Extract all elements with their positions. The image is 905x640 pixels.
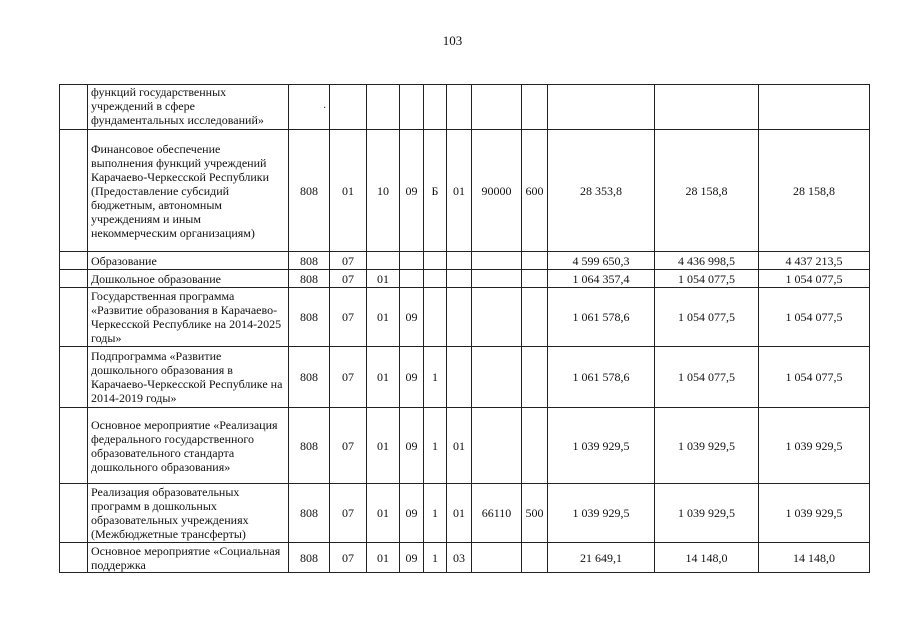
- code-cell: 1: [424, 408, 447, 484]
- table-row: [60, 252, 870, 270]
- amount-cell: 1 039 929,5: [548, 408, 655, 484]
- amount-cell: 1 061 578,6: [548, 288, 655, 347]
- code-cell: 808: [289, 484, 330, 543]
- code-cell: 01: [447, 130, 472, 252]
- empty-margin-cell: [60, 543, 88, 573]
- amount-cell: 1 054 077,5: [759, 288, 870, 347]
- empty-margin-cell: [60, 484, 88, 543]
- code-cell: [367, 252, 400, 270]
- code-cell: [522, 408, 548, 484]
- table-row: [60, 130, 870, 252]
- code-cell: [472, 347, 522, 408]
- code-cell: [472, 288, 522, 347]
- table-row: [60, 347, 870, 408]
- amount-cell: 14 148,0: [759, 543, 870, 573]
- code-cell: 66110: [472, 484, 522, 543]
- table-row: [60, 270, 870, 288]
- amount-cell: 1 039 929,5: [759, 408, 870, 484]
- amount-cell: 1 054 077,5: [759, 347, 870, 408]
- amount-cell: 1 054 077,5: [655, 347, 759, 408]
- code-cell: 1: [424, 347, 447, 408]
- code-cell: [522, 85, 548, 130]
- code-cell: 808: [289, 408, 330, 484]
- empty-margin-cell: [60, 408, 88, 484]
- code-cell: [367, 85, 400, 130]
- code-cell: [522, 270, 548, 288]
- code-cell: [400, 252, 424, 270]
- code-cell: 01: [367, 408, 400, 484]
- code-cell: [400, 85, 424, 130]
- code-cell: [400, 270, 424, 288]
- code-cell: Б: [424, 130, 447, 252]
- budget-table: [59, 84, 870, 573]
- table-row: [60, 543, 870, 573]
- code-cell: 07: [330, 408, 367, 484]
- amount-cell: 28 158,8: [759, 130, 870, 252]
- empty-margin-cell: [60, 288, 88, 347]
- amount-cell: [655, 85, 759, 130]
- code-cell: 808: [289, 347, 330, 408]
- code-cell: 09: [400, 484, 424, 543]
- empty-margin-cell: [60, 130, 88, 252]
- code-cell: [522, 252, 548, 270]
- amount-cell: [759, 85, 870, 130]
- amount-cell: 1 054 077,5: [759, 270, 870, 288]
- amount-cell: 21 649,1: [548, 543, 655, 573]
- amount-cell: 1 054 077,5: [655, 270, 759, 288]
- code-cell: [472, 408, 522, 484]
- scan-speck: ·: [323, 103, 327, 114]
- amount-cell: 4 437 213,5: [759, 252, 870, 270]
- empty-margin-cell: [60, 252, 88, 270]
- code-cell: 90000: [472, 130, 522, 252]
- code-cell: [424, 85, 447, 130]
- row-name-cell: Реализация образовательных программ в дошкольных образовательных учреждениях (Межбюджетные трансферты): [88, 484, 289, 543]
- amount-cell: 1 054 077,5: [655, 288, 759, 347]
- code-cell: [330, 85, 367, 130]
- row-name-cell: Образование: [88, 252, 289, 270]
- table-row: [60, 408, 870, 484]
- row-name-cell: Государственная программа «Развитие образования в Карачаево-Черкесской Республике на 2014-2025 годы»: [88, 288, 289, 347]
- code-cell: [522, 288, 548, 347]
- code-cell: 1: [424, 484, 447, 543]
- table-row: [60, 484, 870, 543]
- code-cell: [447, 252, 472, 270]
- code-cell: [522, 347, 548, 408]
- amount-cell: 28 353,8: [548, 130, 655, 252]
- amount-cell: 1 039 929,5: [655, 408, 759, 484]
- amount-cell: 28 158,8: [655, 130, 759, 252]
- code-cell: 808: [289, 543, 330, 573]
- code-cell: 07: [330, 288, 367, 347]
- row-name-cell: Дошкольное образование: [88, 270, 289, 288]
- row-name-cell: функций государственных учреждений в сфере фундаментальных исследований»: [88, 85, 289, 130]
- amount-cell: 1 039 929,5: [548, 484, 655, 543]
- code-cell: 03: [447, 543, 472, 573]
- amount-cell: 1 064 357,4: [548, 270, 655, 288]
- code-cell: [472, 270, 522, 288]
- amount-cell: 1 039 929,5: [759, 484, 870, 543]
- amount-cell: 4 599 650,3: [548, 252, 655, 270]
- code-cell: [472, 252, 522, 270]
- code-cell: 09: [400, 543, 424, 573]
- row-name-cell: Подпрограмма «Развитие дошкольного образования в Карачаево-Черкесской Республике на 2014-2019 годы»: [88, 347, 289, 408]
- code-cell: 01: [330, 130, 367, 252]
- code-cell: [447, 270, 472, 288]
- code-cell: [424, 270, 447, 288]
- code-cell: 09: [400, 347, 424, 408]
- empty-margin-cell: [60, 85, 88, 130]
- code-cell: [424, 288, 447, 347]
- amount-cell: 14 148,0: [655, 543, 759, 573]
- code-cell: [289, 85, 330, 130]
- table-row: [60, 85, 870, 130]
- code-cell: 01: [367, 347, 400, 408]
- code-cell: 808: [289, 270, 330, 288]
- amount-cell: 4 436 998,5: [655, 252, 759, 270]
- code-cell: 07: [330, 252, 367, 270]
- code-cell: 808: [289, 130, 330, 252]
- code-cell: 10: [367, 130, 400, 252]
- row-name-cell: Основное мероприятие «Социальная поддержка: [88, 543, 289, 573]
- code-cell: 07: [330, 270, 367, 288]
- code-cell: 500: [522, 484, 548, 543]
- code-cell: [424, 252, 447, 270]
- code-cell: 09: [400, 288, 424, 347]
- code-cell: 07: [330, 484, 367, 543]
- table-row: [60, 288, 870, 347]
- code-cell: 01: [447, 484, 472, 543]
- code-cell: 07: [330, 347, 367, 408]
- code-cell: 09: [400, 408, 424, 484]
- row-name-cell: Основное мероприятие «Реализация федерального государственного образовательного стандарта дошкольного образования»: [88, 408, 289, 484]
- code-cell: 01: [367, 484, 400, 543]
- code-cell: [447, 85, 472, 130]
- page-number: 103: [442, 33, 463, 48]
- code-cell: 07: [330, 543, 367, 573]
- code-cell: 01: [447, 408, 472, 484]
- code-cell: 01: [367, 288, 400, 347]
- code-cell: 09: [400, 130, 424, 252]
- code-cell: 01: [367, 270, 400, 288]
- code-cell: [447, 288, 472, 347]
- code-cell: 808: [289, 252, 330, 270]
- code-cell: [447, 347, 472, 408]
- amount-cell: [548, 85, 655, 130]
- code-cell: [472, 543, 522, 573]
- code-cell: 01: [367, 543, 400, 573]
- amount-cell: 1 039 929,5: [655, 484, 759, 543]
- row-name-cell: Финансовое обеспечение выполнения функций учреждений Карачаево-Черкесской Республики (Предоставление субсидий бюджетным, автономным учреждениям и иным некоммерческим организациям): [88, 130, 289, 252]
- empty-margin-cell: [60, 270, 88, 288]
- code-cell: [472, 85, 522, 130]
- code-cell: [522, 543, 548, 573]
- code-cell: 808: [289, 288, 330, 347]
- code-cell: 600: [522, 130, 548, 252]
- code-cell: 1: [424, 543, 447, 573]
- amount-cell: 1 061 578,6: [548, 347, 655, 408]
- empty-margin-cell: [60, 347, 88, 408]
